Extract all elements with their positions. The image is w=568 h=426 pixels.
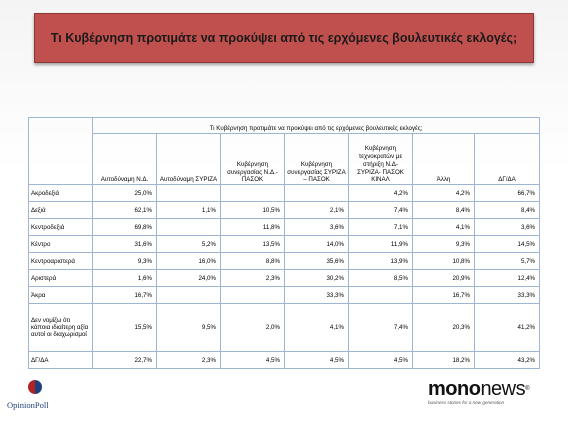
table-cell: 2,1% <box>285 202 349 219</box>
table-cell: 5,7% <box>475 253 540 270</box>
column-header: Αυτοδύναμη ΣΥΡΙΖΑ <box>157 134 221 185</box>
table-cell: 9,3% <box>93 253 157 270</box>
table-cell: 16,7% <box>93 287 157 304</box>
table-cell: 4,5% <box>285 352 349 369</box>
table-cell: 5,2% <box>157 236 221 253</box>
table-super-header-row <box>29 118 540 134</box>
table-cell: 11,9% <box>349 236 413 253</box>
table-cell: 35,6% <box>285 253 349 270</box>
row-label: Άκρα <box>29 287 93 304</box>
table-column-header-row <box>29 134 540 185</box>
table-cell: 8,4% <box>413 202 475 219</box>
row-label: Δεξιά <box>29 202 93 219</box>
table-cell: 41,2% <box>475 304 540 352</box>
table-cell <box>157 219 221 236</box>
table-cell: 9,3% <box>413 236 475 253</box>
table-row <box>29 236 540 253</box>
table-row <box>29 185 540 202</box>
table-cell: 4,1% <box>413 219 475 236</box>
column-header: Κυβέρνηση τεχνοκρατών με στήριξη Ν.Δ- ΣΥΡΙΖΑ- ΠΑΣΟΚ ΚΙΝΑΛ <box>349 134 413 185</box>
table-body <box>29 185 540 369</box>
table-cell: 16,0% <box>157 253 221 270</box>
opinionpoll-circle-icon <box>28 380 42 394</box>
table-cell: 69,8% <box>93 219 157 236</box>
table-cell: 3,6% <box>475 219 540 236</box>
table-cell: 33,3% <box>285 287 349 304</box>
table-cell: 10,8% <box>413 253 475 270</box>
table-cell: 4,2% <box>413 185 475 202</box>
table-row <box>29 287 540 304</box>
table-cell: 62,1% <box>93 202 157 219</box>
table-cell: 31,6% <box>93 236 157 253</box>
table-cell: 20,3% <box>413 304 475 352</box>
table-cell <box>157 287 221 304</box>
table-cell: 4,5% <box>349 352 413 369</box>
table-cell: 7,1% <box>349 219 413 236</box>
row-label: Ακροδεξιά <box>29 185 93 202</box>
table-cell: 43,2% <box>475 352 540 369</box>
table-super-header: Τι Κυβέρνηση προτιμάτε να προκύψει από τις ερχόμενες βουλευτικές εκλογές; <box>93 118 540 134</box>
table-cell: 8,8% <box>221 253 285 270</box>
table-cell: 7,4% <box>349 304 413 352</box>
column-header: ΔΓ/ΔΑ <box>475 134 540 185</box>
table-cell: 14,5% <box>475 236 540 253</box>
table-cell <box>221 185 285 202</box>
table-cell: 14,0% <box>285 236 349 253</box>
row-label: Κέντρο <box>29 236 93 253</box>
table-cell: 2,0% <box>221 304 285 352</box>
table-cell: 4,5% <box>221 352 285 369</box>
mononews-wordmark-part2: news <box>480 378 526 400</box>
table-row <box>29 352 540 369</box>
registered-mark: ® <box>525 386 530 392</box>
table-cell <box>285 185 349 202</box>
column-header: Άλλη <box>413 134 475 185</box>
table-cell: 66,7% <box>475 185 540 202</box>
table-cell: 2,3% <box>221 270 285 287</box>
column-header: Αυτοδύναμη Ν.Δ. <box>93 134 157 185</box>
table-corner-cell <box>29 118 93 185</box>
table-cell: 11,8% <box>221 219 285 236</box>
opinionpoll-logo <box>5 380 65 422</box>
row-label: Αριστερά <box>29 270 93 287</box>
table-cell: 1,6% <box>93 270 157 287</box>
mononews-wordmark <box>428 379 548 399</box>
table-cell <box>221 287 285 304</box>
table-cell: 13,5% <box>221 236 285 253</box>
table-cell <box>157 185 221 202</box>
table-cell: 12,4% <box>475 270 540 287</box>
table-cell: 24,0% <box>157 270 221 287</box>
table-row <box>29 219 540 236</box>
results-table <box>28 117 540 369</box>
table-cell: 4,2% <box>349 185 413 202</box>
slide-title: Τι Κυβέρνηση προτιμάτε να προκύψει από τις ερχόμενες βουλευτικές εκλογές; <box>50 31 518 45</box>
row-label: Δεν νομίζω ότι κάποια ιδιαίτερη αξία αυτοί οι διαχωρισμοί <box>29 304 93 352</box>
table-cell: 22,7% <box>93 352 157 369</box>
table-cell: 16,7% <box>413 287 475 304</box>
row-label: ΔΓ/ΔΑ <box>29 352 93 369</box>
column-header: Κυβέρνηση συνεργασίας Ν.Δ.- ΠΑΣΟΚ <box>221 134 285 185</box>
table-cell: 2,3% <box>157 352 221 369</box>
table-cell: 3,6% <box>285 219 349 236</box>
column-header: Κυβέρνηση συνεργασίας ΣΥΡΙΖΑ – ΠΑΣΟΚ <box>285 134 349 185</box>
table-cell: 15,5% <box>93 304 157 352</box>
table-cell: 1,1% <box>157 202 221 219</box>
row-label: Κεντροαριστερά <box>29 253 93 270</box>
table-cell: 10,5% <box>221 202 285 219</box>
table-cell: 4,1% <box>285 304 349 352</box>
table-row <box>29 202 540 219</box>
title-banner <box>34 13 534 63</box>
table-cell: 13,9% <box>349 253 413 270</box>
table-cell: 20,9% <box>413 270 475 287</box>
mononews-wordmark-part1: mono <box>428 378 481 400</box>
table-cell: 7,4% <box>349 202 413 219</box>
row-label: Κεντροδεξιά <box>29 219 93 236</box>
table-cell: 18,2% <box>413 352 475 369</box>
table-cell: 8,5% <box>349 270 413 287</box>
table-cell <box>349 287 413 304</box>
table-row <box>29 253 540 270</box>
table-row <box>29 304 540 352</box>
mononews-logo <box>428 379 548 409</box>
table-cell: 33,3% <box>475 287 540 304</box>
table-row <box>29 270 540 287</box>
table-cell: 25,0% <box>93 185 157 202</box>
opinionpoll-logo-text: OpinionPoll <box>7 400 49 410</box>
table-cell: 9,5% <box>157 304 221 352</box>
mononews-tagline: business stories for a new generation <box>428 400 505 405</box>
table-cell: 30,2% <box>285 270 349 287</box>
table-cell: 8,4% <box>475 202 540 219</box>
